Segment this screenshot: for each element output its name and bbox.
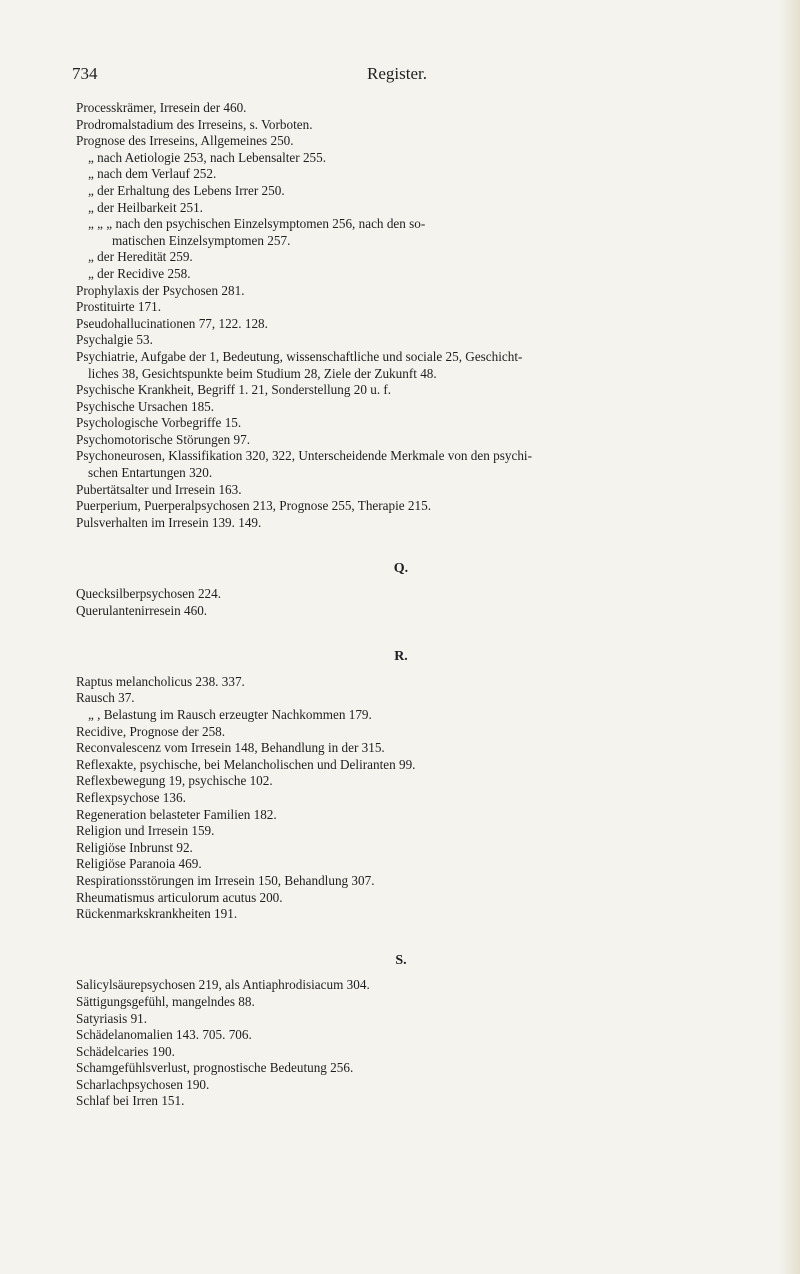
section-letter-q: Q.: [393, 561, 409, 577]
index-entry: Prostituirte 171.: [76, 299, 161, 315]
index-entry: Rückenmarkskrankheiten 191.: [76, 906, 238, 922]
page-edge-shadow: [778, 0, 800, 1274]
index-entry: Psychische Krankheit, Begriff 1. 21, Sonderstellung 20 u. f.: [76, 382, 392, 398]
index-entry: Recidive, Prognose der 258.: [76, 723, 226, 739]
section-q-entries: [76, 586, 726, 619]
index-entry: Schlaf bei Irren 151.: [76, 1093, 185, 1109]
index-entry: „ der Heredität 259.: [88, 249, 193, 265]
index-entry: Prophylaxis der Psychosen 281.: [76, 282, 245, 298]
index-entry: Rheumatismus articulorum acutus 200.: [76, 889, 283, 905]
index-entry: Schädelanomalien 143. 705. 706.: [76, 1027, 252, 1043]
index-entry: Psychische Ursachen 185.: [76, 398, 215, 414]
index-entry: Reflexpsychose 136.: [76, 789, 186, 805]
index-entry: „ der Recidive 258.: [88, 265, 191, 281]
index-entry: Quecksilberpsychosen 224.: [76, 586, 222, 602]
section-letter-r: R.: [394, 649, 408, 665]
index-entry: Sättigungsgefühl, mangelndes 88.: [76, 993, 255, 1009]
index-entry: Prodromalstadium des Irreseins, s. Vorboten.: [76, 116, 313, 132]
index-entry: Pseudohallucinationen 77, 122. 128.: [76, 315, 268, 331]
index-entry: Pulsverhalten im Irresein 139. 149.: [76, 514, 262, 530]
index-entry: „ , Belastung im Rausch erzeugter Nachkommen 179.: [88, 707, 372, 722]
index-entry: Religiöse Paranoia 469.: [76, 856, 202, 872]
index-entry: Salicylsäurepsychosen 219, als Antiaphrodisiacum 304.: [76, 977, 370, 993]
index-entry: „ „ „ nach den psychischen Einzelsymptomen 256, nach den so-: [88, 216, 426, 232]
index-entries: [76, 100, 726, 1110]
index-entry: Reconvalescenz vom Irresein 148, Behandlung in der 315.: [76, 740, 385, 756]
index-entry: Rausch 37.: [76, 690, 135, 706]
index-entry: Reflexakte, psychische, bei Melancholischen und Deliranten 99.: [76, 756, 416, 772]
index-entry: Prognose des Irreseins, Allgemeines 250.: [76, 133, 294, 149]
index-entry: matischen Einzelsymptomen 257.: [112, 232, 291, 248]
index-entry: Psychiatrie, Aufgabe der 1, Bedeutung, wissenschaftliche und sociale 25, Geschicht-: [76, 348, 523, 364]
index-entry: liches 38, Gesichtspunkte beim Studium 28, Ziele der Zukunft 48.: [88, 365, 437, 381]
index-entry: Raptus melancholicus 238. 337.: [76, 673, 245, 689]
section-letter-s: S.: [395, 952, 407, 968]
index-entry: Psychalgie 53.: [76, 332, 153, 348]
section-s-entries: [76, 977, 726, 1110]
index-entry: Puerperium, Puerperalpsychosen 213, Prognose 255, Therapie 215.: [76, 498, 432, 514]
page-number: 734: [72, 64, 98, 83]
section-p-entries: [76, 100, 726, 531]
index-entry: Religion und Irresein 159.: [76, 823, 215, 839]
section-r-entries: [76, 674, 726, 923]
running-title: Register.: [367, 64, 427, 83]
index-entry: Psychologische Vorbegriffe 15.: [76, 415, 242, 431]
index-entry: Scharlachpsychosen 190.: [76, 1076, 210, 1092]
index-entry: schen Entartungen 320.: [88, 465, 213, 481]
index-entry: „ nach dem Verlauf 252.: [88, 166, 217, 182]
page-header: [72, 64, 722, 90]
index-entry: Querulantenirresein 460.: [76, 602, 208, 618]
index-entry: Satyriasis 91.: [76, 1010, 148, 1026]
index-entry: „ der Erhaltung des Lebens Irrer 250.: [88, 182, 285, 198]
index-entry: „ der Heilbarkeit 251.: [88, 199, 203, 215]
index-entry: Reflexbewegung 19, psychische 102.: [76, 773, 273, 789]
index-entry: Pubertätsalter und Irresein 163.: [76, 481, 242, 497]
index-entry: Regeneration belasteter Familien 182.: [76, 806, 277, 822]
index-entry: Schamgefühlsverlust, prognostische Bedeutung 256.: [76, 1060, 354, 1076]
index-entry: Respirationsstörungen im Irresein 150, Behandlung 307.: [76, 872, 375, 888]
index-entry: Processkrämer, Irresein der 460.: [76, 100, 247, 115]
index-entry: Psychoneurosen, Klassifikation 320, 322, Unterscheidende Merkmale von den psychi-: [76, 448, 532, 464]
index-entry: Religiöse Inbrunst 92.: [76, 839, 193, 855]
index-entry: „ nach Aetiologie 253, nach Lebensalter 255.: [88, 149, 327, 165]
index-entry: Psychomotorische Störungen 97.: [76, 431, 250, 447]
index-entry: Schädelcaries 190.: [76, 1043, 175, 1059]
